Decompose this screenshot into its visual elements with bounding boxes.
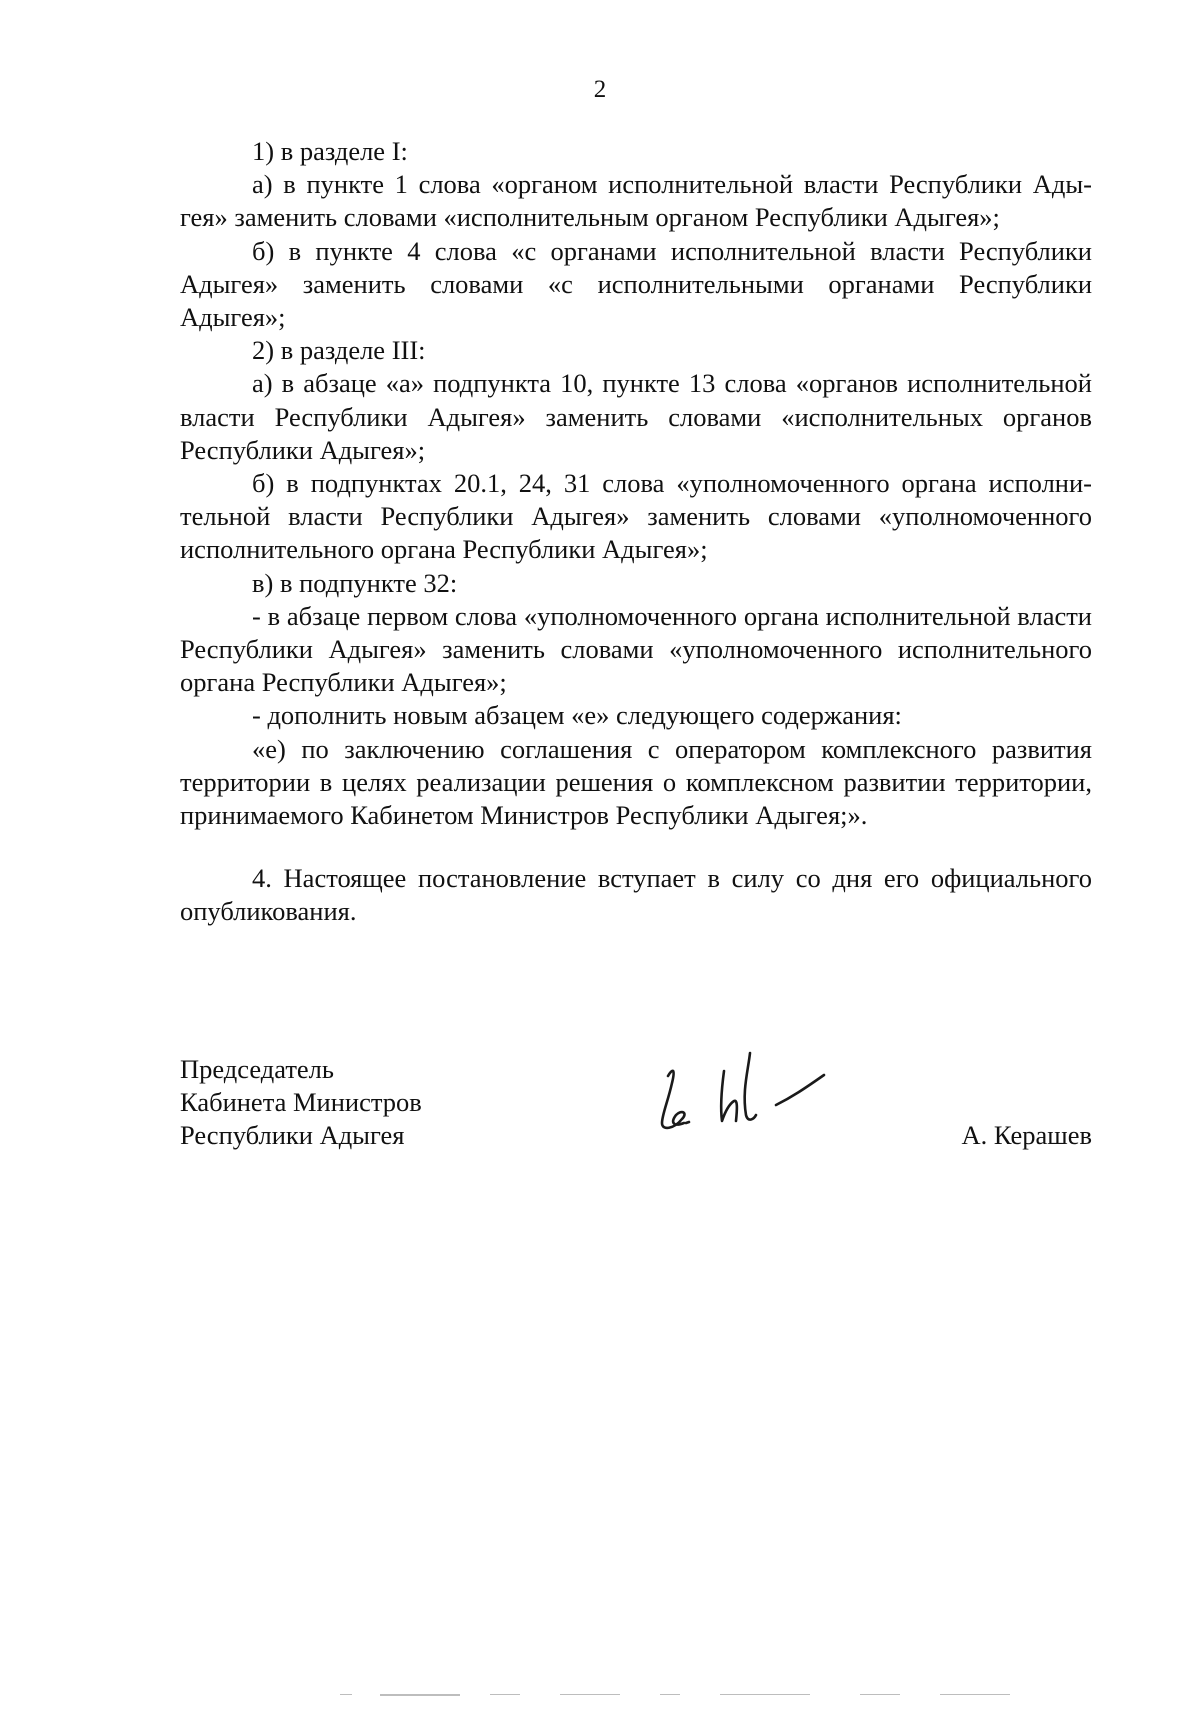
paragraph-section-3-item-b: б) в подпунктах 20.1, 24, 31 слова «уполномоченного органа исполнительной власти Республики Адыгея» заменить словами «уполномоченного исполнительного органа Республики Адыгея»; [180, 468, 1092, 565]
paragraph-subitem-first-paragraph: - в абзаце первом слова «уполномоченного органа исполнительной власти Республики Адыгея» заменить словами «уполномоченного исполнительного органа Республики Адыгея»; [180, 600, 1092, 698]
signer-position-line: Республики Адыгея [180, 1120, 405, 1151]
document-body [180, 135, 1092, 929]
paragraph-section-1-heading: 1) в разделе I: [252, 136, 408, 166]
signer-position [180, 1053, 422, 1153]
paragraph-point-4: 4. Настоящее постановление вступает в силу со дня его официального опубликования. [180, 863, 1092, 927]
signature-block [180, 1053, 1092, 1173]
handwritten-signature [642, 1031, 842, 1141]
paragraph-section-3-item-c: в) в подпункте 32: [252, 567, 458, 598]
paragraph-section-3-heading: 2) в разделе III: [252, 335, 426, 366]
signer-position-line: Кабинета Министров [180, 1087, 422, 1118]
paragraph-section-1-item-a: а) в пункте 1 слова «органом исполнительной власти Республики Адыгея» заменить словами «исполнительным органом Республики Адыгея»; [180, 169, 1092, 233]
scan-edge-marks [340, 1693, 1060, 1697]
paragraph-quoted-text-e: «е) по заключению соглашения с оператором комплексного развития территории в целях реализации решения о комплексном развитии территории, принимаемого Кабинетом Министров Республики Адыгея;». [180, 733, 1092, 831]
paragraph-section-3-item-a: а) в абзаце «а» подпункта 10, пункте 13 слова «органов исполнительной власти Республики Адыгея» заменить словами «исполнительных органов Республики Адыгея»; [180, 368, 1092, 465]
page-number: 2 [593, 76, 607, 103]
signer-position-line: Председатель [180, 1054, 334, 1084]
signer-name: А. Керашев [961, 1120, 1092, 1150]
paragraph-subitem-new-paragraph: - дополнить новым абзацем «е» следующего содержания: [252, 700, 902, 731]
paragraph-section-1-item-b: б) в пункте 4 слова «с органами исполнительной власти Республики Адыгея» заменить словами «с исполнительными органами Республики Адыгея»; [180, 235, 1092, 333]
